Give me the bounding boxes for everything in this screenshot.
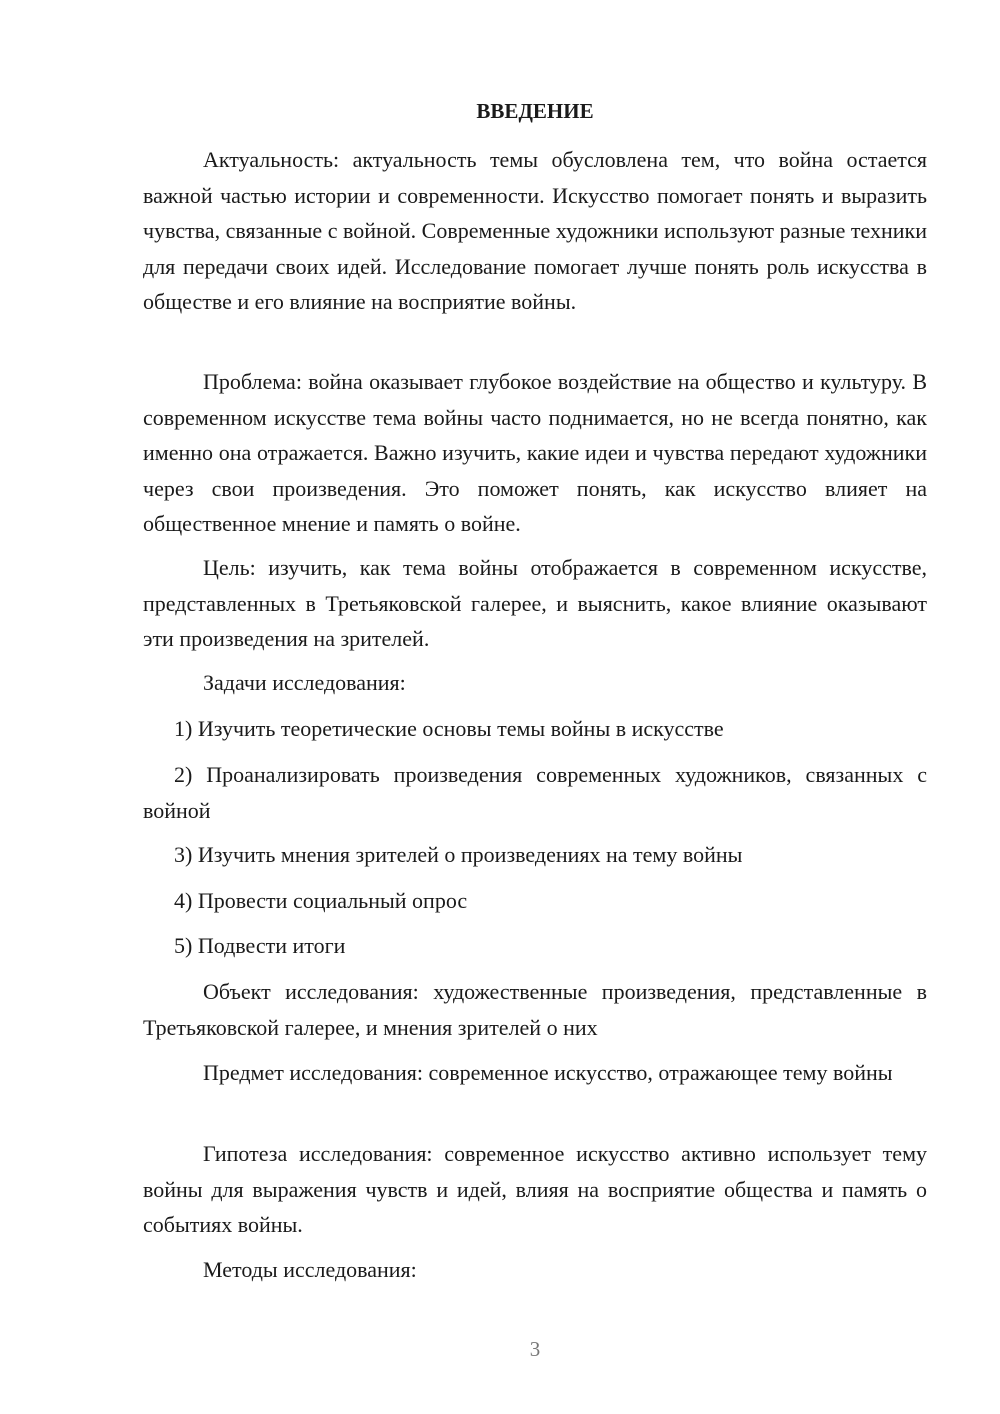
paragraph-subject: Предмет исследования: современное искусство, отражающее тему войны [203,1060,893,1085]
paragraph-hypothesis: Гипотеза исследования: современное искусство активно использует тему войны для выражения чувств и идей, влияя на восприятие общества и память о событиях войны. [143,1141,927,1237]
task-item-2: 2) Проанализировать произведения современных художников, связанных с войной [143,762,927,823]
methods-heading: Методы исследования: [203,1257,417,1282]
paragraph-problem: Проблема: война оказывает глубокое воздействие на общество и культуру. В современном искусстве тема войны часто поднимается, но не всегда понятно, как именно она отражается. Важно изучить, какие идеи и чувства передают художники через свои произведения. Это поможет понять, как искусство влияет на общественное мнение и память о войне. [143,369,927,536]
paragraph-object: Объект исследования: художественные произведения, представленные в Третьяковской галерее, и мнения зрителей о них [143,979,927,1040]
tasks-heading: Задачи исследования: [203,670,406,695]
task-item-4: 4) Провести социальный опрос [174,888,468,913]
page-title: ВВЕДЕНИЕ [476,99,594,123]
task-item-3: 3) Изучить мнения зрителей о произведениях на тему войны [174,842,743,867]
paragraph-goal: Цель: изучить, как тема войны отображается в современном искусстве, представленных в Третьяковской галерее, и выяснить, какое влияние оказывают эти произведения на зрителей. [143,555,927,651]
task-item-1: 1) Изучить теоретические основы темы войны в искусстве [174,716,724,741]
page-number: 3 [529,1337,541,1361]
task-item-5: 5) Подвести итоги [174,933,346,958]
paragraph-relevance: Актуальность: актуальность темы обусловлена тем, что война остается важной частью истории и современности. Искусство помогает понять и выразить чувства, связанные с войной. Современные художники используют разные техники для передачи своих идей. Исследование помогает лучше понять роль искусства в обществе и его влияние на восприятие войны. [143,147,927,314]
